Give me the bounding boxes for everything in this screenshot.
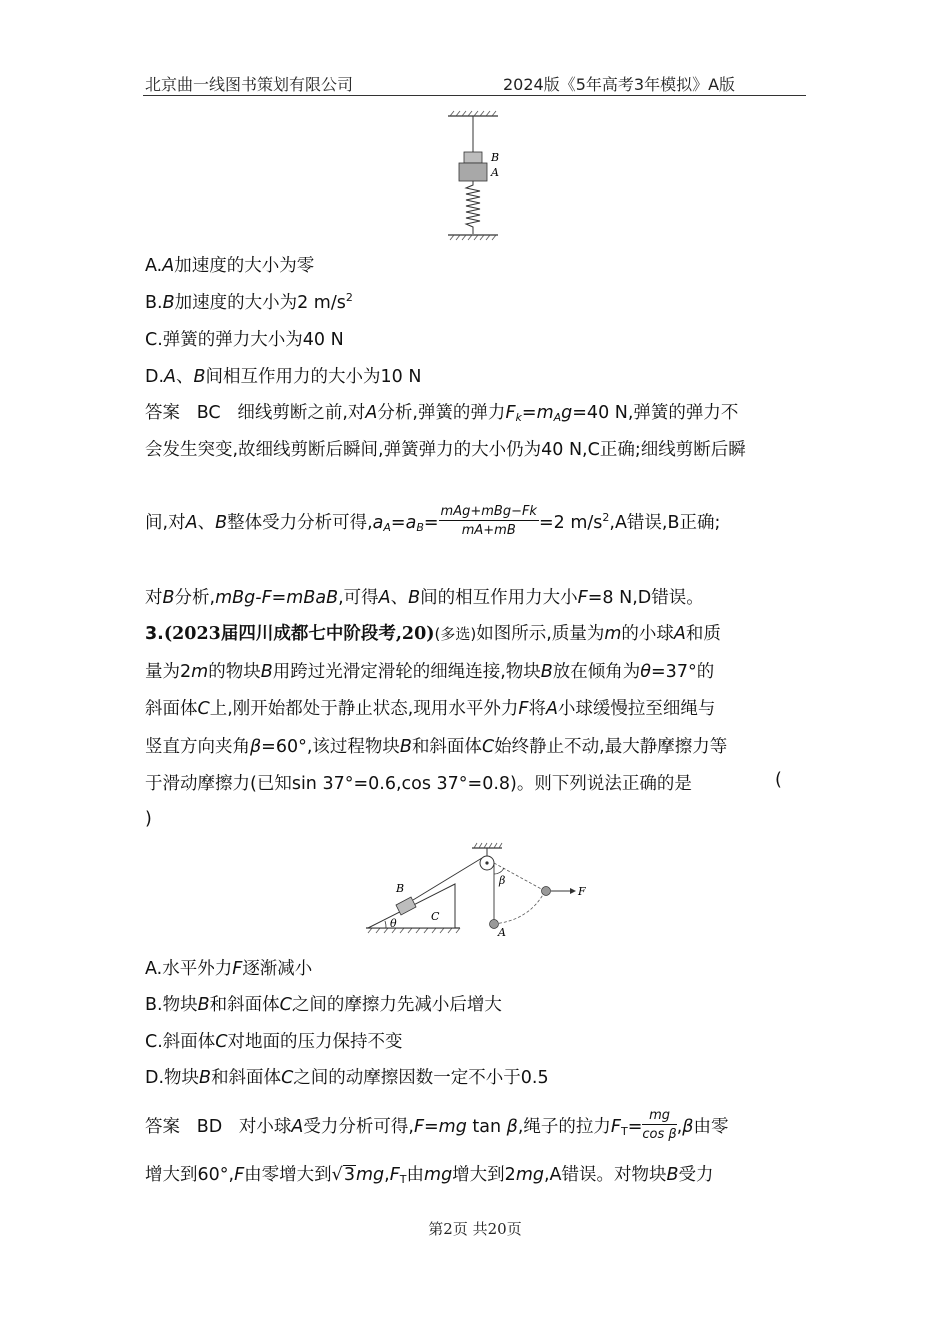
fig2-label-f: F bbox=[578, 885, 586, 898]
fig2-label-a: A bbox=[498, 926, 506, 939]
fig2-label-c: C bbox=[431, 910, 440, 923]
q2-answer-line-2: 会发生突变,故细线剪断后瞬间,弹簧弹力的大小仍为40 N,C正确;细线剪断后瞬 bbox=[145, 440, 746, 460]
header-right: 2024版《5年高考3年模拟》A版 bbox=[503, 75, 736, 94]
q3-stem-line-4: 竖直方向夹角β=60°,该过程物块B和斜面体C始终静止不动,最大静摩擦力等 bbox=[145, 737, 728, 757]
q3-option-a: A.水平外力F逐渐减小 bbox=[145, 959, 313, 979]
q2-answer-line-4: 对B分析,mBg-F=mBaB,可得A、B间的相互作用力大小F=8 N,D错误。 bbox=[145, 588, 704, 608]
block-a bbox=[459, 163, 487, 181]
incline-pulley-figure bbox=[360, 842, 600, 942]
q2-option-d: D.A、B间相互作用力的大小为10 N bbox=[145, 367, 422, 387]
q3-stem-line-5: 于滑动摩擦力(已知sin 37°=0.6,cos 37°=0.8)。则下列说法正确的是 bbox=[145, 774, 692, 794]
q2-answer-line-1: 答案 BC 细线剪断之前,对A分析,弹簧的弹力$F_k=m_Ag=40$ N,弹簧的弹力不 bbox=[145, 403, 739, 424]
acceleration-fraction: $\frac{\text{mAg+mBg−Fk}}{mA+mB}$ bbox=[440, 504, 537, 538]
q3-answer-line-1: 答案 BD 对小球A受力分析可得,F=mg tan β,绳子的拉力$F_T=$ $\frac{mg}{\text{cos β}}$ ,β由零 bbox=[145, 1108, 729, 1142]
ball-a-pulled bbox=[542, 887, 551, 896]
q3-stem-line-1: 3.(2023届四川成都七中阶段考,20)(多选)如图所示,质量为m的小球A和质 bbox=[145, 624, 721, 644]
answer-paren-open: ( bbox=[775, 770, 782, 790]
spring-block-figure bbox=[440, 108, 510, 242]
q2-option-c: C.弹簧的弹力大小为40 N bbox=[145, 330, 344, 350]
page-footer: 第2页 共20页 bbox=[428, 1220, 522, 1238]
q2-option-b: B.B加速度的大小为2 $m/s^2$ bbox=[145, 291, 353, 313]
q3-option-c: C.斜面体C对地面的压力保持不变 bbox=[145, 1032, 403, 1052]
q3-option-b: B.物块B和斜面体C之间的摩擦力先减小后增大 bbox=[145, 995, 502, 1015]
sqrt-sign: √ bbox=[331, 1165, 343, 1185]
tension-fraction: $\frac{mg}{\text{cos β}}$ bbox=[642, 1108, 677, 1142]
label-b: B bbox=[491, 151, 500, 164]
q2-option-a: A.A加速度的大小为零 bbox=[145, 256, 315, 276]
answer-paren-close: ) bbox=[145, 809, 152, 829]
q3-stem-line-3: 斜面体C上,刚开始都处于静止状态,现用水平外力F将A小球缓慢拉至细绳与 bbox=[145, 699, 716, 719]
q3-answer-line-2: 增大到60°,F由零增大到$√3mg,F_T$由mg增大到2mg,A错误。对物块B受力 bbox=[145, 1165, 714, 1186]
q3-option-d: D.物块B和斜面体C之间的动摩擦因数一定不小于0.5 bbox=[145, 1068, 549, 1088]
header-left: 北京曲一线图书策划有限公司 bbox=[145, 75, 354, 94]
q3-stem-line-2: 量为2m的物块B用跨过光滑定滑轮的细绳连接,物块B放在倾角为θ=37°的 bbox=[145, 662, 715, 682]
fig2-label-theta: θ bbox=[390, 917, 397, 930]
fig2-label-b: B bbox=[396, 882, 405, 895]
header-rule bbox=[143, 95, 806, 96]
spring bbox=[466, 181, 480, 234]
fig2-label-beta: β bbox=[499, 874, 506, 887]
block-b bbox=[464, 152, 482, 163]
label-a: A bbox=[491, 166, 499, 179]
q2-answer-line-3: 间,对A、B整体受力分析可得$,a_A=a_B=$ $\frac{\text{mAg+mBg−Fk}}{mA+mB}$ =2 $m/s^2,A$错误,B正确; bbox=[145, 504, 721, 538]
